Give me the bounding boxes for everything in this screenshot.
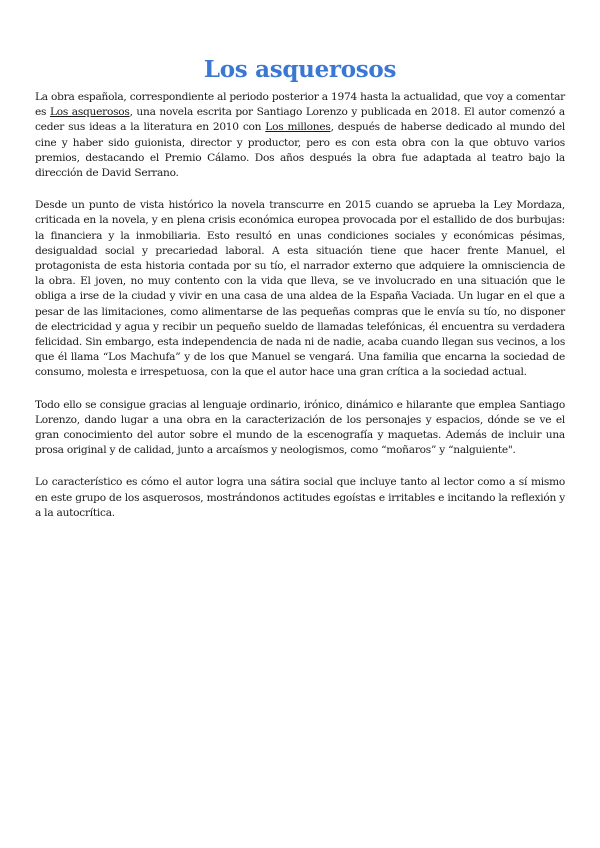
book-title-los-millones: Los millones (265, 121, 331, 134)
paragraph-text: Lo característico es cómo el autor logra una sátira social que incluye tanto al lector como a sí mismo en este grupo de los asquerosos, mostrándonos actitudes egoístas e irritables e incitando la reflexión y a la autocrítica. (35, 476, 565, 519)
paragraph-intro (35, 90, 565, 181)
paragraph-language (35, 398, 565, 459)
paragraph-text: , una novela escrita por Santiago Lorenzo y publicada en 2018. El autor comenzó a ceder sus ideas a la literatura en 2010 con (35, 106, 565, 134)
paragraph-text: Todo ello se consigue gracias al lenguaje ordinario, irónico, dinámico e hilarante que emplea Santiago Lorenzo, dando lugar a una obra en la caracterización de los personajes y espacios, dónde se ve el gran conocimiento del autor sobre el mundo de la escenografía y maquetas. Además de incluir una prosa original y de calidad, junto a arcaísmos y neologismos, como “moñaros” y “nalguiente". (35, 398, 565, 457)
paragraph-text: Desde un punto de vista histórico la novela transcurre en 2015 cuando se aprueba la Ley Mordaza, criticada en la novela, y en plena crisis económica europea provocada por el estallido de dos burbujas: la financiera y la inmobiliaria. Esto resultó en unas condiciones sociales y económicas pésimas, desigualdad social y precariedad laboral. A esta situación tiene que hacer frente Manuel, el protagonista de esta historia contada por su tío, el narrador externo que adquiere la omnisciencia de la obra. El joven, no muy contento con la vida que lleva, se ve involucrado en una situación que le obliga a irse de la ciudad y vivir en una casa de una aldea de la España Vaciada. Un lugar en el que a pesar de las limitaciones, como alimentarse de las pequeñas compras que le envía su tío, no disponer de electricidad y agua y recibir un pequeño sueldo de llamadas telefónicas, él encuentra su verdadera felicidad. Sin embargo, esta independencia de nada ni de nadie, acaba cuando llegan sus vecinos, a los que él llama “Los Machufa” y de los que Manuel se vengará. Una familia que encarna la sociedad de consumo, molesta e irrespetuosa, con la que el autor hace una gran crítica a la sociedad actual. (35, 199, 565, 379)
document-title: Los asquerosos (203, 56, 397, 83)
document-page (35, 56, 565, 538)
paragraph-text: La obra española, correspondiente al periodo posterior a 1974 hasta la actualidad, que voy a comentar es (35, 91, 565, 119)
paragraph-conclusion (35, 475, 565, 521)
paragraph-text: , después de haberse dedicado al mundo del cine y haber sido guionista, director y productor, pero es con esta obra con la que obtuvo varios premios, destacando el Premio Cálamo. Dos años después la obra fue adaptada al teatro bajo la dirección de David Serrano. (35, 121, 565, 180)
book-title-los-asquerosos: Los asquerosos (49, 106, 130, 119)
paragraph-context (35, 198, 565, 380)
